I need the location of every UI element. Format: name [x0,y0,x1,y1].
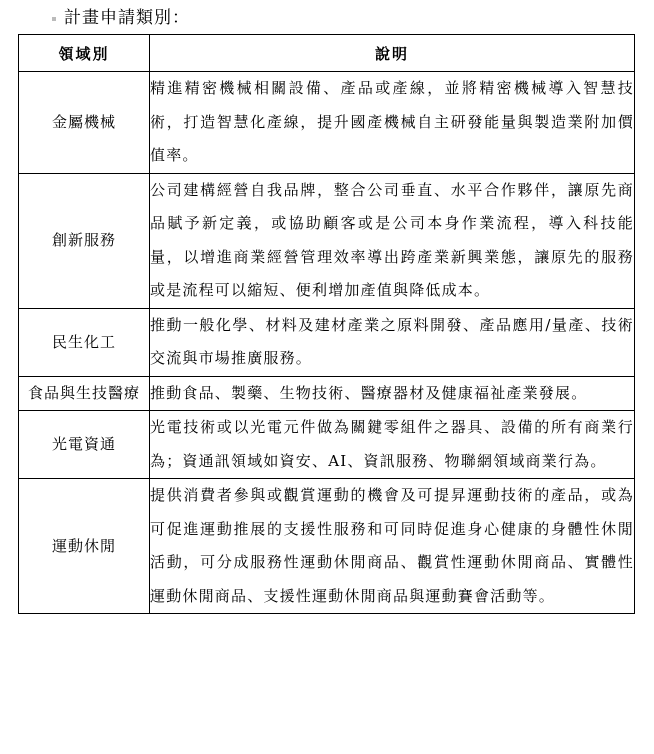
description-cell: 光電技術或以光電元件做為關鍵零組件之器具、設備的所有商業行為；資通訊領域如資安、AI、資訊服務、物聯網領域商業行為。 [150,411,635,479]
section-heading [52,6,190,30]
table-row [19,479,635,614]
table-header-row [19,35,635,72]
field-cell: 光電資通 [19,411,150,479]
field-cell: 創新服務 [19,173,150,308]
table-row [19,376,635,411]
table-row [19,173,635,308]
table-row [19,308,635,376]
field-cell: 金屬機械 [19,72,150,174]
description-cell: 推動一般化學、材料及建材產業之原料開發、產品應用/量產、技術交流與市場推廣服務。 [150,308,635,376]
section-heading-text: 計畫申請類別： [64,8,190,28]
field-cell: 食品與生技醫療 [19,376,150,411]
description-cell: 推動食品、製藥、生物技術、醫療器材及健康福祉產業發展。 [150,376,635,411]
table-row [19,72,635,174]
table-row [19,411,635,479]
category-table [18,34,635,614]
header-field: 領域別 [19,35,150,72]
description-cell: 精進精密機械相關設備、產品或產線，並將精密機械導入智慧技術，打造智慧化產線，提升國產機械自主研發能量與製造業附加價值率。 [150,72,635,174]
field-cell: 運動休閒 [19,479,150,614]
field-cell: 民生化工 [19,308,150,376]
description-cell: 公司建構經營自我品牌，整合公司垂直、水平合作夥伴，讓原先商品賦予新定義，或協助顧客或是公司本身作業流程，導入科技能量，以增進商業經營管理效率導出跨產業新興業態，讓原先的服務或是流程可以縮短、便利增加產值與降低成本。 [150,173,635,308]
description-cell: 提供消費者參與或觀賞運動的機會及可提昇運動技術的產品，或為可促進運動推展的支援性服務和可同時促進身心健康的身體性休閒活動，可分成服務性運動休閒商品、觀賞性運動休閒商品、實體性運動休閒商品、支援性運動休閒商品與運動賽會活動等。 [150,479,635,614]
bullet-mark [52,17,56,21]
header-description: 說明 [150,35,635,72]
